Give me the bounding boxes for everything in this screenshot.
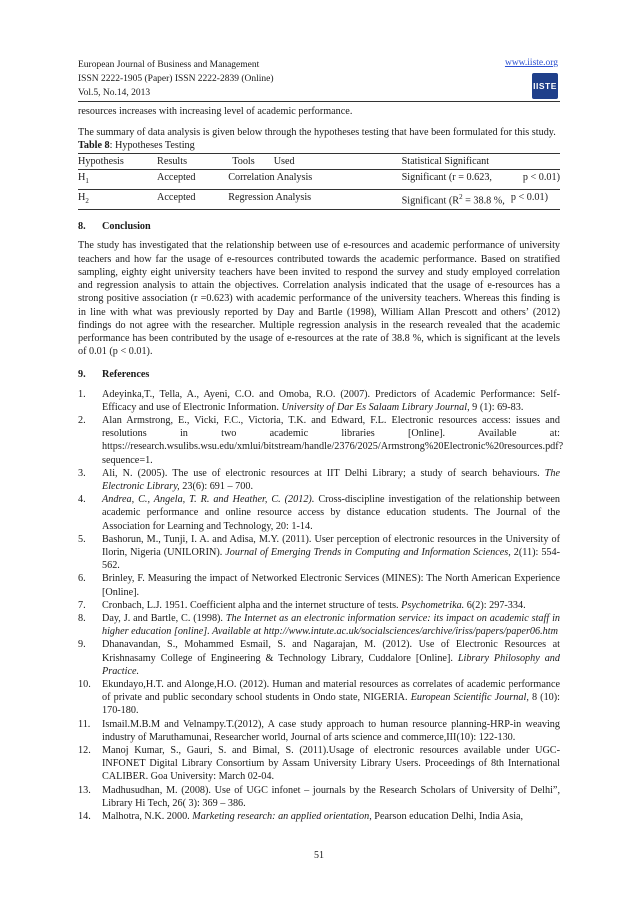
page-body (78, 105, 564, 823)
reference-item: 14. Malhotra, N.K. 2000. Marketing research: an applied orientation, Pearson education Delhi, India Asia, (78, 811, 524, 823)
reference-number: 8. (78, 612, 86, 624)
reference-number: 4. (78, 494, 86, 506)
reference-item: 7. Cronbach, L.J. 1951. Coefficient alpha and the internet structure of tests. Psychometrika. 6(2): 297-334. (78, 599, 526, 611)
table-header-cell: Used (274, 153, 360, 169)
reference-item: 12. Manoj Kumar, S., Gauri, S. and Bimal, S. (2011).Usage of electronic resources available under UGC-INFONET Digital Library Consortium by Assam University Library Users. Proceedings of 8th International CALIBER. Goa University: March 02-04. (78, 745, 560, 783)
reference-item: 6. Brinley, F. Measuring the impact of Networked Electronic Services (MINES): The North American Experience [Online]. (78, 573, 560, 598)
journal-header (78, 58, 274, 100)
table-caption (78, 139, 560, 152)
reference-number: 2. (78, 414, 86, 426)
reference-number: 9. (78, 639, 86, 651)
table-cell: Correlation Analysis (225, 169, 359, 189)
journal-title: European Journal of Business and Management (78, 60, 260, 70)
hypotheses-table (78, 153, 560, 211)
reference-item: 4. Andrea, C., Angela, T. R. and Heather, C. (2012). Cross-discipline investigation of the relationship between academic performance and online resource access by distance education students. The Journal of the Association for Learning and Technology, 20: 1-14. (78, 494, 560, 532)
reference-item: 8. Day, J. and Bartle, C. (1998). The Internet as an electronic information service: its impact on academic staff in higher education [online]. Available at http://www.intute.ac.uk/socialsciences/archive/iriss/papers/paper06.htm (78, 612, 560, 638)
table-row (78, 190, 560, 210)
reference-number: 7. (78, 599, 86, 611)
table-header-cell: Statistical Significant (360, 153, 505, 169)
reference-item: 10. Ekundayo,H.T. and Alonge,H.O. (2012). Human and material resources as correlates of academic performance of private and public secondary school students in Ondo state, NIGERIA. European Scientific Journal, 8 (10): 170-180. (78, 678, 560, 717)
reference-number: 3. (78, 467, 86, 479)
reference-item: 11. Ismail.M.B.M and Velnampy.T.(2012), A case study approach to human resource planning-HRP-in weaving industry of Maruthamunai, Researcher world, Journal of arts science and commerce,III(10): 122-130. (78, 718, 560, 743)
reference-number: 1. (78, 388, 86, 400)
reference-number: 14. (78, 811, 91, 823)
table-header-cell: Hypothesis (78, 153, 157, 169)
reference-item: 3. Ali, N. (2005). The use of electronic resources at IIT Delhi Library; a study of search behaviours. The Electronic Library, 23(6): 691 – 700. (78, 467, 560, 492)
reference-item: 13. Madhusudhan, M. (2008). Use of UGC infonet – journals by the Research Scholars of University of Delhi”, Library Hi Tech, 26( 3): 369 – 386. (78, 784, 560, 809)
reference-number: 6. (78, 573, 86, 585)
conclusion-text: The study has investigated that the relationship between use of e-resources and academic performance of university teachers and how far the usage of e-resources contributed towards the academic performance. Based on stratified sampling, eighty eight university teachers have been invited to respond the survey and study employed correlation and regression analysis to attain the objectives. Correlation analysis indicated that the usage of e-resources has a strong positive association (r =0.623) with academic performance of the university teachers. Whereas this finding is in line with what was previously reported by Day and Bartle (1998), William Allan Prescott and others’ (2012) findings do not agree with the researcher. Multiple regression analysis in the research revealed that the academic performance has been contributed by the usage of e-resources at the rate of 38.8 %, which is significant at the levels of 0.01 (p < 0.01). (78, 240, 560, 358)
table-cell: $H_1$ (78, 169, 157, 189)
table-header-cell: Results (157, 153, 225, 169)
table-cell: $H_2$ (78, 190, 157, 210)
reference-number: 11. (78, 718, 91, 730)
table-header-cell: Tools (225, 153, 273, 169)
reference-number: 5. (78, 533, 86, 545)
table-cell: Accepted (157, 169, 225, 189)
section-heading: 8. Conclusion (78, 221, 151, 233)
table-header-cell (505, 153, 560, 169)
references-list (78, 388, 564, 824)
journal-issn: ISSN 2222-1905 (Paper) ISSN 2222-2839 (Online) (78, 74, 274, 84)
reference-item: 1. Adeyinka,T., Tella, A., Ayeni, C.O. and Omoba, R.O. (2007). Predictors of Academic Performance: Self-Efficacy and use of Electronic Information. University of Dar Es Salaam Library Journal, 9 (1): 69-83. (78, 388, 560, 413)
header-divider (78, 101, 560, 102)
table-cell: p < 0.01) (505, 190, 560, 210)
table-caption-label: Table 8 (78, 140, 110, 152)
iiste-logo: IISTE (532, 73, 558, 99)
table-header-row (78, 153, 560, 169)
reference-item: 9. Dhanavandan, S., Mohammed Esmail, S. and Nagarajan, M. (2012). Use of Electronic Resources at Krishnasamy College of Engineering & Technology Library, Cuddalore [Online]. Library Philosophy and Practice. (78, 639, 560, 677)
reference-number: 10. (78, 678, 91, 690)
table-caption-text: : Hypotheses Testing (109, 140, 195, 152)
journal-volume: Vol.5, No.14, 2013 (78, 88, 151, 98)
table-cell: Significant ($R^2 = 38.8$ %, (360, 190, 505, 210)
page-number: 51 (314, 850, 324, 861)
paragraph: The summary of data analysis is given below through the hypotheses testing that have been formulated for this study. (78, 127, 556, 139)
table-cell: Accepted (157, 190, 225, 210)
journal-url-link[interactable]: www.iiste.org (504, 58, 558, 68)
table-cell: p < 0.01) (505, 169, 560, 189)
table-cell: Regression Analysis (225, 190, 359, 210)
table-cell: Significant (r = 0.623, (360, 169, 505, 189)
reference-item: 5. Bashorun, M., Tunji, I. A. and Adisa, M.Y. (2011). User perception of electronic resources in the University of Ilorin, Nigeria (UNILORIN). Journal of Emerging Trends in Computing and Information Sciences, 2(11): 554- 562. (78, 533, 560, 572)
reference-item: 2. Alan Armstrong, E., Vicki, F.C., Victoria, T.K. and Edward, F.L. Electronic resources access: issues and resolutions in two academic libraries [Online]. Available at: https://research.wsulibs.wsu.edu/xmlui/bitstream/handle/2376/2025/Armstrong%20Electronic%20resources.pdf?sequence=1. (78, 414, 564, 466)
section-heading: 9. References (78, 369, 150, 381)
reference-number: 12. (78, 745, 91, 756)
reference-number: 13. (78, 784, 91, 796)
table-row (78, 169, 560, 189)
paragraph: resources increases with increasing level of academic performance. (78, 106, 353, 117)
